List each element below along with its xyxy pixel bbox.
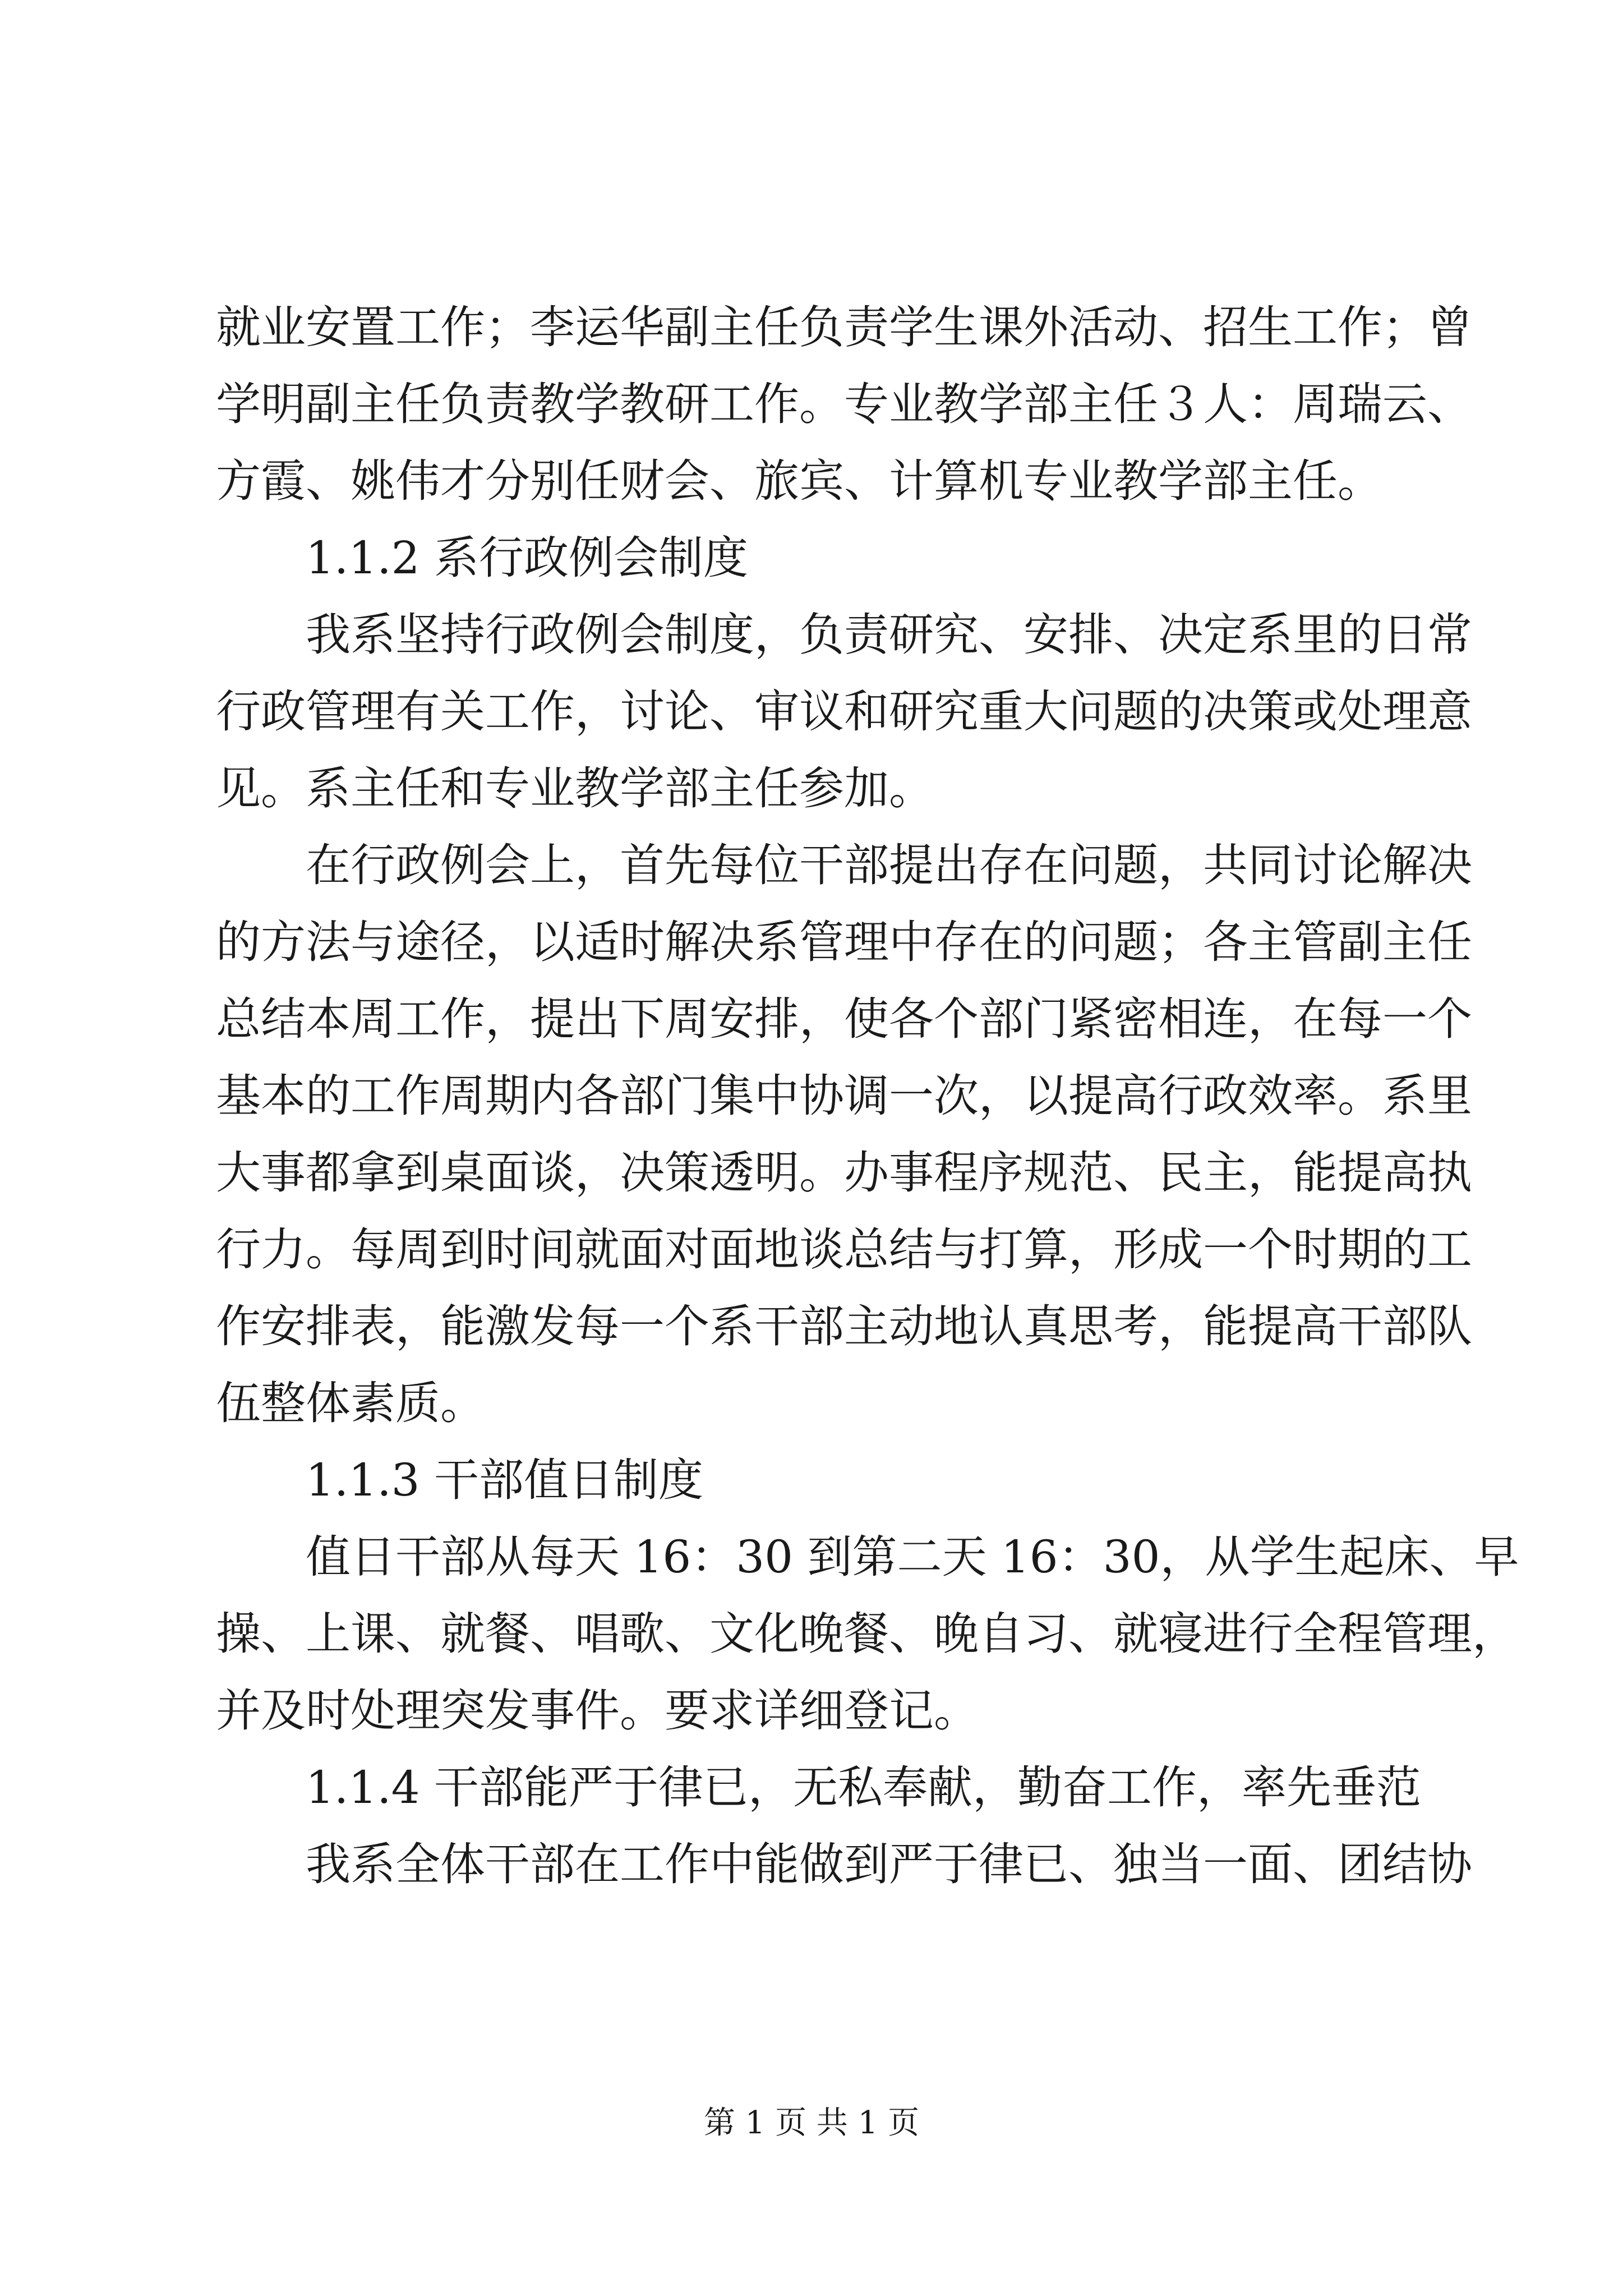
- page-number-label: 第 1 页 共 1 页: [703, 2105, 920, 2141]
- body-line: 行力。每周到时间就面对面地谈总结与打算，形成一个时期的工: [216, 1223, 1472, 1276]
- body-line: 我系坚持行政例会制度，负责研究、安排、决定系里的日常: [306, 609, 1472, 661]
- body-line: 方霞、姚伟才分别任财会、旅宾、计算机专业教学部主任。: [216, 455, 1382, 507]
- body-line: 行政管理有关工作，讨论、审议和研究重大问题的决策或处理意: [216, 685, 1472, 738]
- body-line: 大事都拿到桌面谈，决策透明。办事程序规范、民主，能提高执: [216, 1147, 1472, 1199]
- section-heading: 1.1.2 系行政例会制度: [306, 532, 748, 584]
- body-line: 值日干部从每天 16：30 到第二天 16：30，从学生起床、早: [306, 1531, 1519, 1583]
- body-line: 作安排表，能激发每一个系干部主动地认真思考，能提高干部队: [216, 1300, 1472, 1352]
- body-line: 基本的工作周期内各部门集中协调一次，以提高行政效率。系里: [216, 1070, 1472, 1122]
- body-line: 操、上课、就餐、唱歌、文化晚餐、晚自习、就寝进行全程管理，: [216, 1608, 1517, 1660]
- body-line: 就业安置工作；李运华副主任负责学生课外活动、招生工作；曾: [216, 301, 1472, 353]
- body-line: 的方法与途径，以适时解决系管理中存在的问题；各主管副主任: [216, 916, 1472, 968]
- body-line: 伍整体素质。: [216, 1377, 485, 1429]
- document-body: [216, 289, 1519, 1903]
- body-line: 我系全体干部在工作中能做到严于律已、独当一面、团结协: [306, 1838, 1472, 1890]
- section-heading: 1.1.4 干部能严于律已，无私奉献，勤奋工作，率先垂范: [306, 1761, 1421, 1814]
- body-line: 学明副主任负责教学教研工作。专业教学部主任３人：周瑞云、: [216, 378, 1472, 430]
- body-line: 在行政例会上，首先每位干部提出存在问题，共同讨论解决: [306, 839, 1472, 891]
- section-heading: 1.1.3 干部值日制度: [306, 1454, 703, 1506]
- page-footer: [0, 2101, 1623, 2146]
- body-line: 见。系主任和专业教学部主任参加。: [216, 762, 934, 815]
- body-line: 并及时处理突发事件。要求详细登记。: [216, 1685, 979, 1737]
- body-line: 总结本周工作，提出下周安排，使各个部门紧密相连，在每一个: [216, 993, 1472, 1045]
